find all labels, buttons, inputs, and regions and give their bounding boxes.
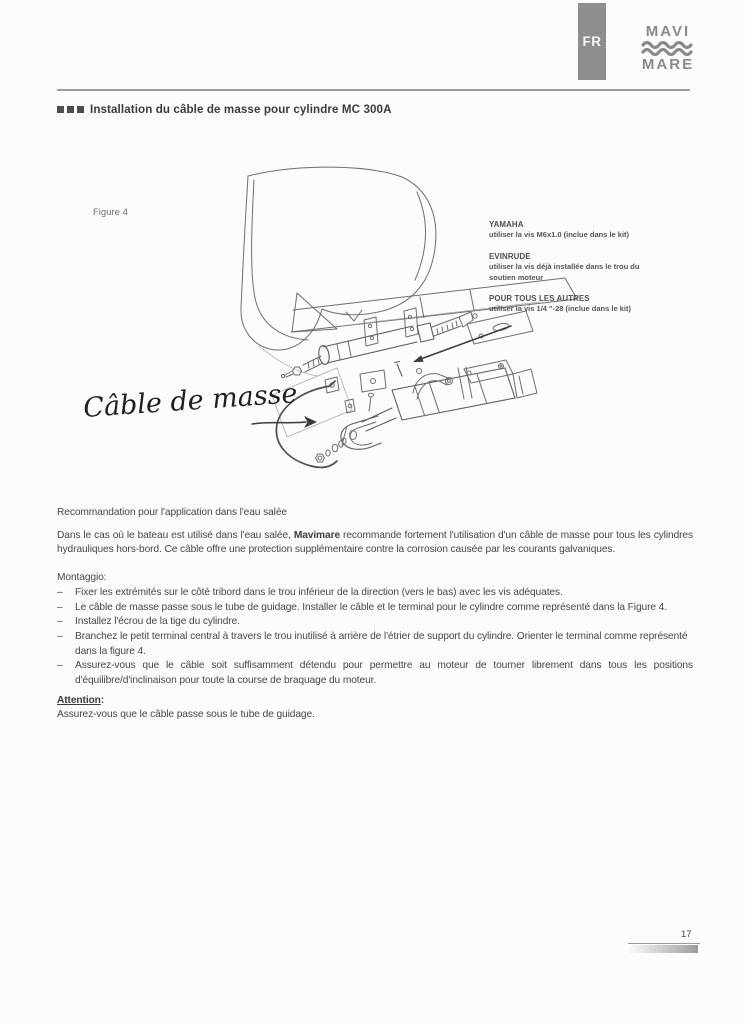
- logo-word-top: MAVI: [645, 23, 691, 40]
- intro-paragraph: [57, 529, 693, 558]
- figure-annotation: [489, 252, 741, 283]
- annotation-line: utiliser la vis déjà installée dans le trou du: [489, 262, 640, 272]
- title-squares-icon: [57, 106, 84, 113]
- step-item: [57, 601, 693, 616]
- annotation-heading: POUR TOUS LES AUTRES: [489, 294, 590, 304]
- step-item: [57, 659, 693, 688]
- step-item: [57, 615, 693, 630]
- page-title: Installation du câble de masse pour cylindre MC 300A: [90, 103, 392, 116]
- attention-note: [57, 694, 693, 723]
- footer-gradient-bar: [628, 945, 698, 953]
- step-text: Fixer les extrémités sur le côté tribord dans le trou inférieur de la direction (vers le bas) avec les vis adéquates.: [75, 586, 563, 598]
- section-title-row: [57, 103, 392, 116]
- screw-pointer-arrow: [395, 326, 512, 376]
- logo-waves-icon: [641, 40, 695, 57]
- figure-annotation: [489, 220, 741, 241]
- annotation-line: soutien moteur: [489, 272, 544, 282]
- attention-colon: :: [100, 694, 105, 706]
- step-text: Branchez le petit terminal central à travers le trou inutilisé à arrière de l'étrier de support du cylindre. Orienter le terminal comme représenté dans la figure 4.: [75, 630, 688, 657]
- language-badge: [578, 3, 606, 80]
- mavimare-logo: [638, 24, 698, 72]
- page-number: 17: [681, 929, 692, 940]
- step-text: Assurez-vous que le câble soit suffisamment détendu pour permettre au moteur de tourner librement dans tous les positions d'équilibre/d'inclinaison pour toute la course de braquage du moteur.: [75, 660, 693, 687]
- recommendation-heading: Recommandation pour l'application dans l'eau salée: [57, 507, 287, 518]
- handwritten-cable-label: [82, 378, 317, 428]
- step-dash: –: [57, 586, 63, 598]
- attention-label: Attention: [57, 694, 101, 706]
- step-text: Installez l'écrou de la tige du cylindre.: [75, 616, 240, 628]
- step-dash: –: [57, 616, 63, 628]
- step-item: [57, 630, 693, 659]
- annotation-heading: YAMAHA: [489, 220, 524, 229]
- step-dash: –: [57, 660, 63, 672]
- header-rule: [57, 89, 690, 91]
- handwritten-text: Câble de masse: [82, 378, 299, 424]
- annotation-heading: EVINRUDE: [489, 251, 531, 261]
- hydraulic-cylinder: [272, 360, 537, 462]
- annotation-line: utiliser la vis M6x1.0 (inclue dans le kit): [489, 230, 630, 240]
- step-dash: –: [57, 630, 63, 642]
- attention-text: Assurez-vous que le câble passe sous le tube de guidage.: [57, 709, 315, 721]
- intro-before: Dans le cas où le bateau est utilisé dans l'eau salée,: [57, 529, 294, 541]
- montaggio-label: Montaggio:: [57, 572, 107, 584]
- step-text: Le câble de masse passe sous le tube de guidage. Installer le câble et le terminal pour le cylindre comme représenté dans la Figure 4.: [75, 601, 667, 613]
- brand-name: Mavimare: [293, 529, 341, 541]
- step-item: [57, 586, 693, 601]
- step-dash: –: [57, 601, 63, 613]
- language-badge-label: FR: [582, 34, 602, 49]
- figure-label: Figure 4: [93, 207, 128, 218]
- logo-word-bottom: MARE: [641, 56, 695, 73]
- installation-steps: [57, 586, 693, 689]
- figure-annotation: [489, 294, 741, 315]
- body-text: [57, 506, 693, 723]
- tilt-tube-assembly: [281, 308, 477, 378]
- cable-arrow: [252, 422, 306, 424]
- figure-annotations: [489, 220, 741, 326]
- footer-rule: [628, 943, 700, 944]
- intro-after: recommande fortement l'utilisation d'un câble de masse pour tous les cylindres hydrauliques hors-bord. Ce câble offre une protection supplémentaire contre la corrosion causée par les courants galvaniques.: [57, 529, 693, 556]
- annotation-line: utiliser la vis 1/4 "-28 (inclue dans le kit): [489, 304, 631, 314]
